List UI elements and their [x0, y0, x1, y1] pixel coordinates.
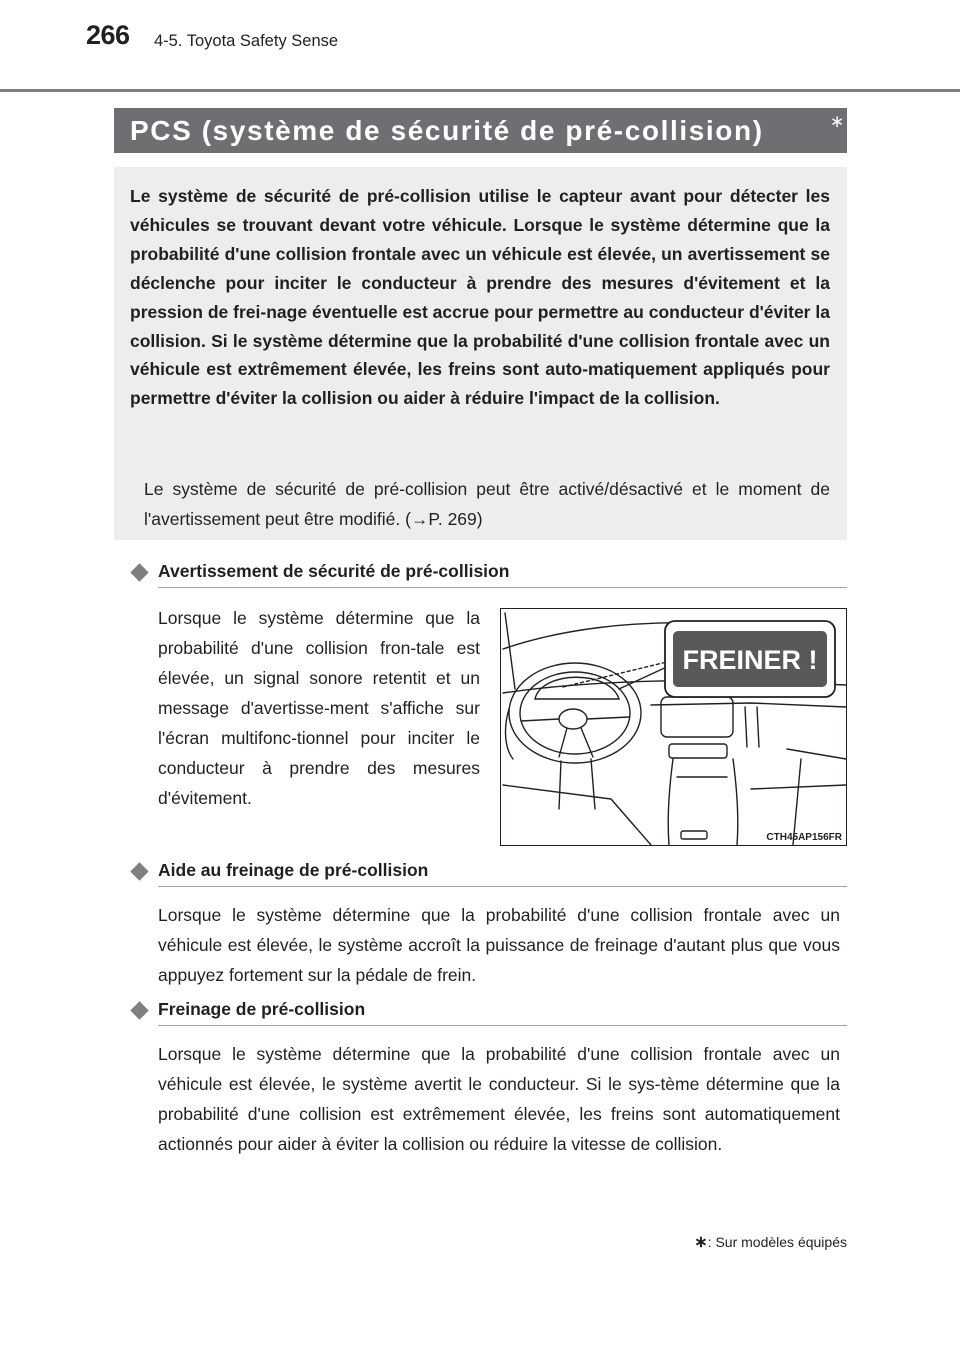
page-title: PCS (système de sécurité de pré-collision)	[130, 115, 764, 146]
diamond-bullet-icon	[130, 862, 148, 880]
section-heading-label: Freinage de pré-collision	[158, 999, 366, 1019]
intro-box	[114, 167, 847, 540]
page-header	[0, 0, 960, 92]
intro-note: Le système de sécurité de pré-collision peut être activé/désactivé et le moment de l'avertissement peut être modifié. (→P. 269)	[144, 479, 830, 529]
section-heading-rule	[158, 587, 847, 588]
section-heading-warning	[130, 561, 847, 589]
section-heading-rule	[158, 1025, 847, 1026]
display-warning-message: FREINER !	[682, 645, 818, 675]
section-heading-label: Avertissement de sécurité de pré-collision	[158, 561, 510, 581]
section-heading-rule	[158, 886, 847, 887]
header-divider	[0, 89, 960, 92]
footnote-marker: ∗	[694, 1234, 708, 1251]
section-text-braking: Lorsque le système détermine que la probabilité d'une collision frontale avec un véhicule est élevée, le système avertit le conducteur. Si le sys-tème détermine que la probabilité d'une collision est extrêmement élevée, les freins sont automatiquement actionnés pour aider à éviter la collision ou réduire la vitesse de collision.	[158, 1044, 840, 1154]
section-text-warning: Lorsque le système détermine que la probabilité d'une collision fron-tale est élevée, un signal sonore retentit et un message d'avertisse-ment s'affiche sur l'écran multifonc-tionnel pour inciter le conducteur à prendre des mesures d'évitement.	[158, 608, 480, 808]
dashboard-drawing	[501, 609, 847, 846]
footnote	[694, 1232, 847, 1252]
diamond-bullet-icon	[130, 1001, 148, 1019]
section-title: 4-5. Toyota Safety Sense	[154, 32, 339, 50]
page-number: 266	[86, 20, 130, 50]
diamond-bullet-icon	[130, 563, 148, 581]
chapter-title-bar	[114, 108, 847, 153]
figure-code: CTH45AP156FR	[766, 832, 842, 843]
dashboard-illustration	[500, 608, 847, 846]
section-heading-label: Aide au freinage de pré-collision	[158, 860, 429, 880]
intro-paragraph: Le système de sécurité de pré-collision utilise le capteur avant pour détecter les véhicules se trouvant devant votre véhicule. Lorsque le système détermine que la probabilité d'une collision frontale avec un véhicule est élevée, un avertissement se déclenche pour inciter le conducteur à prendre des mesures d'évitement et la pression de frei-nage éventuelle est accrue pour permettre au conducteur d'éviter la collision. Si le système détermine que la probabilité d'une collision frontale avec un véhicule est extrêmement élevée, les freins sont auto-matiquement appliqués pour permettre d'éviter la collision ou aider à réduire l'impact de la collision.	[130, 186, 830, 409]
section-text-brake-assist: Lorsque le système détermine que la probabilité d'une collision frontale avec un véhicule est élevée, le système accroît la puissance de freinage d'autant plus que vous appuyez fortement sur la pédale de frein.	[158, 905, 840, 985]
title-footnote-marker: ∗	[830, 112, 845, 131]
section-heading-braking	[130, 999, 847, 1027]
footnote-text: : Sur modèles équipés	[707, 1234, 847, 1250]
section-heading-brake-assist	[130, 860, 847, 888]
